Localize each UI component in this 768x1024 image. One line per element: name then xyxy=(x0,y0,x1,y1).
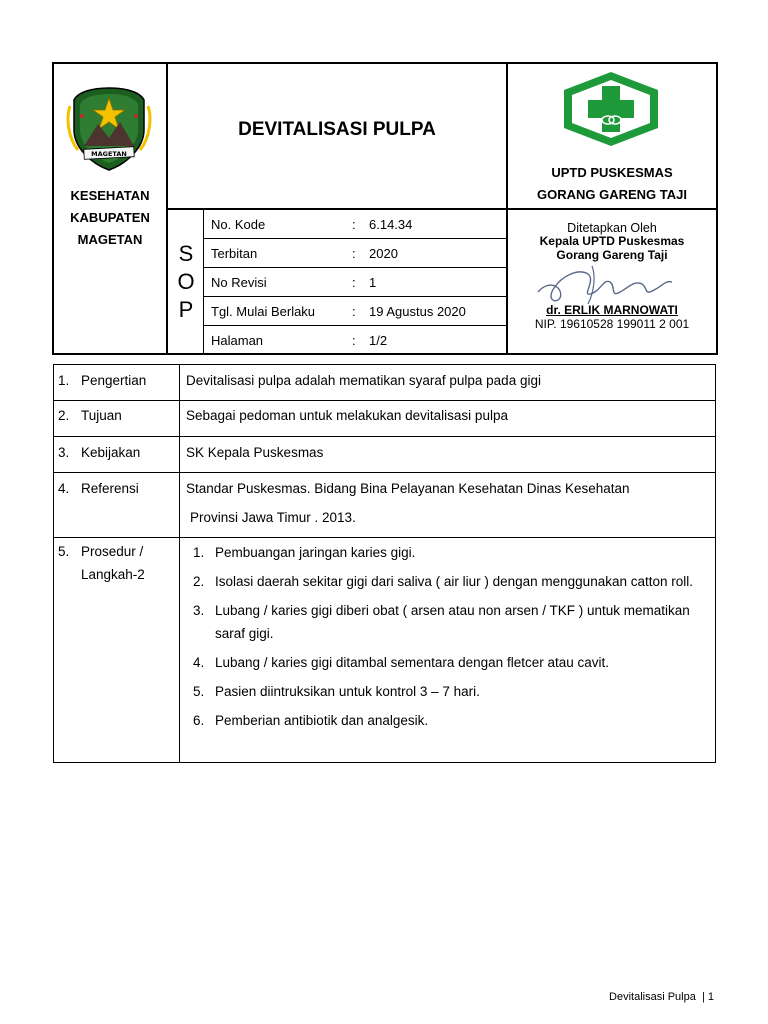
row-content xyxy=(180,538,715,732)
table-row xyxy=(54,437,715,473)
step-number: 6. xyxy=(193,713,205,728)
sop-body-table xyxy=(53,364,716,763)
approval-ditetapkan: Ditetapkan Oleh xyxy=(567,221,657,235)
row-label: Tujuan xyxy=(81,408,122,423)
approval-position-line: Kepala UPTD Puskesmas xyxy=(539,234,685,248)
row-content xyxy=(180,473,715,526)
list-item xyxy=(186,651,709,674)
sop-letter: O xyxy=(177,269,195,294)
list-item xyxy=(186,680,709,703)
meta-label-revisi: No Revisi xyxy=(211,275,267,290)
row-label-cell xyxy=(54,473,180,537)
left-org-line: KESEHATAN xyxy=(70,188,150,203)
meta-label-terbitan: Terbitan xyxy=(211,246,258,261)
logo-text: MAGETAN xyxy=(91,150,127,158)
meta-sep: : xyxy=(352,333,356,348)
row-number: 5. xyxy=(58,544,70,559)
step-number: 1. xyxy=(193,545,205,560)
step-number: 4. xyxy=(193,655,205,670)
row-number: 4. xyxy=(58,481,70,496)
right-org-line: UPTD PUSKESMAS xyxy=(551,165,673,180)
step-text: Lubang / karies gigi ditambal sementara dengan fletcer atau cavit. xyxy=(215,655,609,670)
meta-row-divider xyxy=(203,296,507,297)
magetan-logo-icon xyxy=(62,86,156,172)
table-row xyxy=(54,401,715,437)
step-text: Pemberian antibiotik dan analgesik. xyxy=(215,713,429,728)
step-text: Isolasi daerah sekitar gigi dari saliva ( air liur ) dengan menggunakan catton roll. xyxy=(215,574,694,589)
meta-label-tgl: Tgl. Mulai Berlaku xyxy=(211,304,316,319)
row-label-cell xyxy=(54,401,180,436)
page-footer: Devitalisasi Pulpa | 1 xyxy=(609,991,714,1003)
meta-label-halaman: Halaman xyxy=(211,333,264,348)
referensi-line: Standar Puskesmas. Bidang Bina Pelayanan Kesehatan Dinas Kesehatan xyxy=(186,481,630,496)
table-row xyxy=(54,365,715,401)
row-number: 3. xyxy=(58,445,70,460)
procedure-steps xyxy=(186,541,709,732)
meta-value-terbitan: 2020 xyxy=(369,246,398,261)
left-org-line: MAGETAN xyxy=(77,232,143,247)
row-number: 2. xyxy=(58,408,70,423)
meta-value-kode: 6.14.34 xyxy=(369,217,413,232)
row-label-cell xyxy=(54,437,180,472)
row-label-cell xyxy=(54,538,180,762)
meta-sep: : xyxy=(352,304,356,319)
meta-label-kode: No. Kode xyxy=(211,217,266,232)
meta-row-divider xyxy=(203,267,507,268)
row-label: Prosedur / xyxy=(81,544,144,559)
step-number: 3. xyxy=(193,603,205,618)
left-org-name xyxy=(54,185,166,251)
list-item xyxy=(186,541,709,564)
list-item xyxy=(186,599,709,645)
step-text: Lubang / karies gigi diberi obat ( arsen atau non arsen / TKF ) untuk mematikan saraf gigi. xyxy=(215,603,690,641)
row-content: Devitalisasi pulpa adalah mematikan syaraf pulpa pada gigi xyxy=(186,373,541,388)
row-number: 1. xyxy=(58,373,70,388)
meta-sep: : xyxy=(352,246,356,261)
step-number: 5. xyxy=(193,684,205,699)
sop-letter: S xyxy=(178,241,194,266)
step-number: 2. xyxy=(193,574,205,589)
row-label: Langkah-2 xyxy=(81,567,145,582)
sop-letter: P xyxy=(178,297,194,322)
list-item xyxy=(186,709,709,732)
row-label: Pengertian xyxy=(81,373,147,388)
row-label: Kebijakan xyxy=(81,445,141,460)
step-text: Pasien diintruksikan untuk kontrol 3 – 7 hari. xyxy=(215,684,480,699)
list-item xyxy=(186,570,709,593)
right-org-line: GORANG GARENG TAJI xyxy=(537,187,687,202)
meta-sep: : xyxy=(352,275,356,290)
row-content: Sebagai pedoman untuk melakukan devitalisasi pulpa xyxy=(186,408,508,423)
meta-sep: : xyxy=(352,217,356,232)
signature-icon xyxy=(530,258,680,306)
referensi-line: Provinsi Jawa Timur . 2013. xyxy=(190,510,356,525)
meta-value-halaman: 1/2 xyxy=(369,333,388,348)
meta-row-divider xyxy=(203,325,507,326)
meta-row-divider xyxy=(203,238,507,239)
row-content: SK Kepala Puskesmas xyxy=(186,445,324,460)
approval-name: dr. ERLIK MARNOWATI xyxy=(546,303,678,317)
left-org-line: KABUPATEN xyxy=(70,210,150,225)
approval-position-line: Gorang Gareng Taji xyxy=(556,248,668,262)
row-label: Referensi xyxy=(81,481,139,496)
sop-letters xyxy=(168,240,204,324)
page-title: DEVITALISASI PULPA xyxy=(238,119,436,140)
step-text: Pembuangan jaringan karies gigi. xyxy=(215,545,416,560)
meta-value-tgl: 19 Agustus 2020 xyxy=(369,304,466,319)
row-label-cell xyxy=(54,365,180,400)
right-org-name xyxy=(508,162,716,206)
table-row xyxy=(54,538,715,762)
approval-nip: NIP. 19610528 199011 2 001 xyxy=(534,317,690,331)
puskesmas-logo-icon xyxy=(562,70,660,148)
table-row xyxy=(54,473,715,538)
meta-value-revisi: 1 xyxy=(369,275,377,290)
